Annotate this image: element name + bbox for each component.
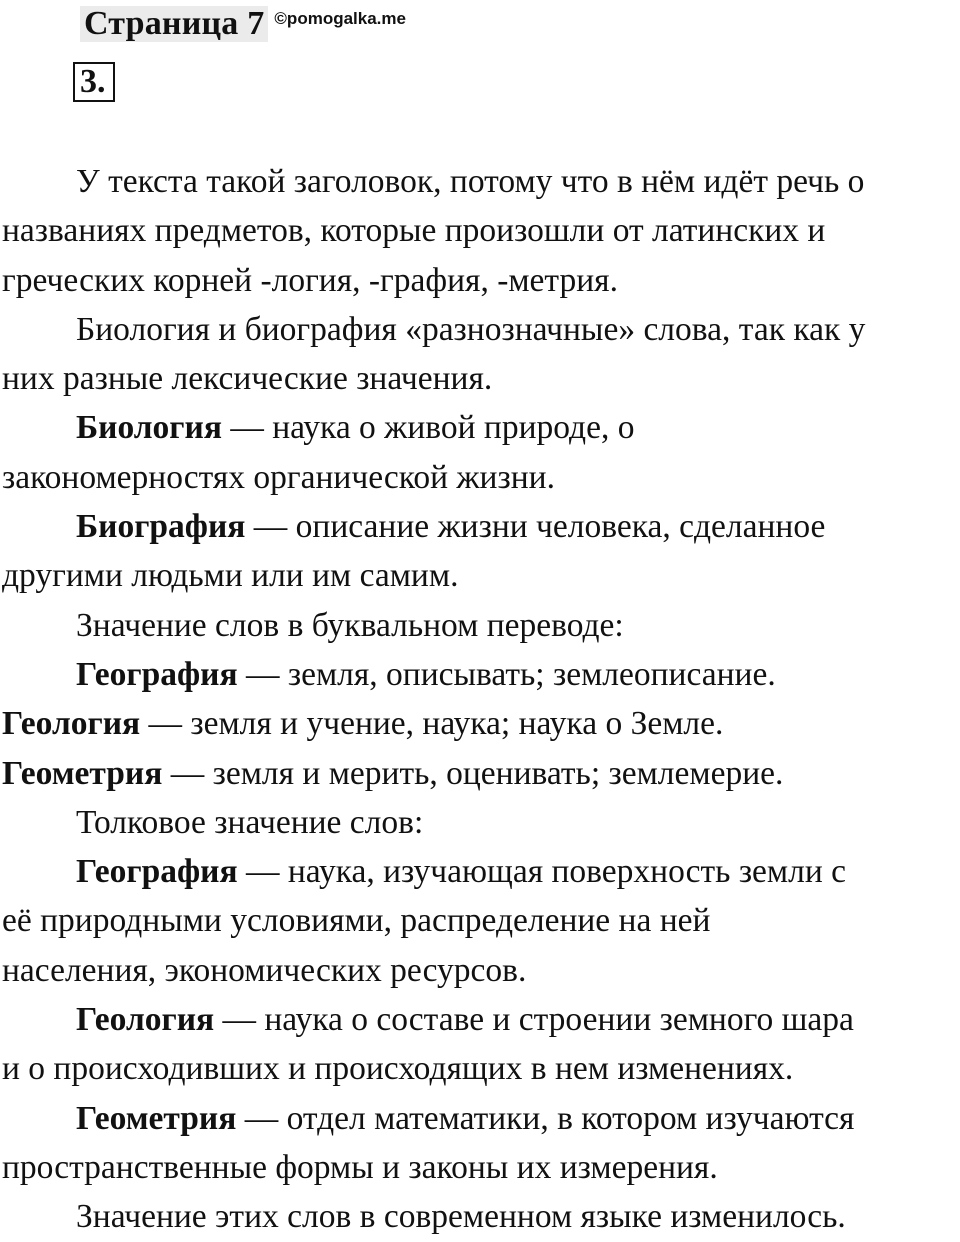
term-word: Геология: [2, 705, 141, 743]
page-title: Страница 7: [80, 6, 268, 42]
line-text: Значение слов в буквальном переводе:: [76, 606, 624, 644]
line-text: населения, экономических ресурсов.: [2, 951, 527, 989]
text-line: [2, 1192, 960, 1241]
text-line: [2, 551, 960, 600]
line-text: — земля и учение, наука; наука о Земле.: [140, 705, 724, 743]
line-text: Биология и биография «разнозначные» слова, так как у: [76, 310, 866, 348]
text-line: [2, 847, 960, 896]
term-word: География: [76, 853, 238, 891]
text-line: [2, 453, 960, 502]
term-word: Геология: [76, 1001, 215, 1039]
text-line: [2, 1044, 960, 1093]
term-word: География: [76, 655, 238, 693]
line-text: них разные лексические значения.: [2, 360, 493, 398]
line-text: и о происходивших и происходящих в нем изменениях.: [2, 1050, 794, 1088]
line-text: Значение этих слов в современном языке изменилось.: [76, 1198, 846, 1236]
text-line: [2, 354, 960, 403]
line-text: — отдел математики, в котором изучаются: [236, 1099, 855, 1137]
text-line: [2, 896, 960, 945]
term-word: Биология: [76, 409, 222, 447]
line-text: её природными условиями, распределение на ней: [2, 902, 711, 940]
site-watermark: ©pomogalka.me: [274, 9, 406, 28]
term-word: Биография: [76, 508, 246, 546]
line-text: — наука о живой природе, о: [221, 409, 635, 447]
text-line: [2, 256, 960, 305]
text-line: [2, 699, 960, 748]
line-text: У текста такой заголовок, потому что в нём идёт речь о: [76, 163, 865, 200]
text-line: [2, 157, 960, 206]
line-text: — земля, описывать; землеописание.: [237, 655, 776, 693]
text-line: [2, 601, 960, 650]
text-line: [2, 946, 960, 995]
text-line: [2, 650, 960, 699]
text-line: [2, 1143, 960, 1192]
line-text: названиях предметов, которые произошли от латинских и: [2, 212, 826, 250]
term-word: Геометрия: [2, 754, 163, 792]
line-text: греческих корней -логия, -графия, -метрия.: [2, 261, 618, 299]
text-line: [2, 206, 960, 255]
line-text: закономерностях органической жизни.: [2, 458, 555, 496]
page-header: [80, 6, 406, 42]
text-line: [2, 749, 960, 798]
line-text: пространственные формы и законы их измерения.: [2, 1148, 718, 1186]
text-line: [2, 798, 960, 847]
text-line: [2, 403, 960, 452]
line-text: — описание жизни человека, сделанное: [245, 508, 826, 546]
line-text: другими людьми или им самим.: [2, 557, 459, 595]
line-text: Толковое значение слов:: [76, 803, 424, 841]
answer-text: [2, 157, 960, 1242]
text-line: [2, 305, 960, 354]
line-text: — земля и мерить, оценивать; землемерие.: [162, 754, 784, 792]
line-text: — наука, изучающая поверхность земли с: [237, 853, 847, 891]
text-line: [2, 502, 960, 551]
text-line: [2, 995, 960, 1044]
term-word: Геометрия: [76, 1099, 237, 1137]
task-number-box: 3.: [73, 62, 115, 102]
line-text: — наука о составе и строении земного шара: [214, 1001, 854, 1039]
text-line: [2, 1094, 960, 1143]
